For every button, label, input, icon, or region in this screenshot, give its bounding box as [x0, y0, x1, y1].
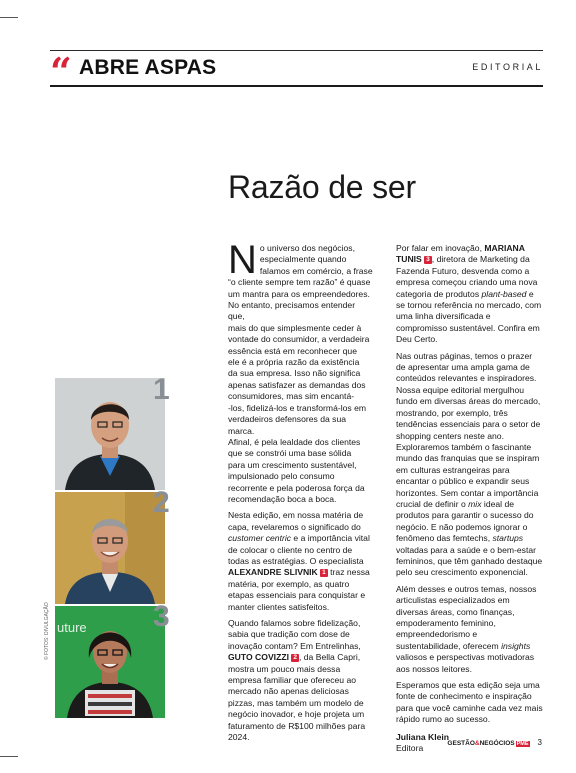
- text: Por falar em inovação,: [396, 243, 485, 253]
- italic-term: customer centric: [228, 533, 292, 544]
- text-line: Afinal, é pela lealdade dos clientes: [228, 436, 361, 447]
- page-footer: [447, 738, 542, 747]
- person-name: ALEXANDRE SLIVNIK: [228, 567, 318, 578]
- text: e a importância vital de colocar o cliente no centro de todas as estratégias. O especialista: [228, 533, 370, 566]
- text-line: falamos em comércio, a frase: [259, 265, 373, 276]
- crop-mark: [0, 17, 18, 18]
- person-name: MARIANA TUNIS: [396, 243, 525, 265]
- italic-term: mix: [468, 498, 482, 509]
- photo-number-2: 2: [153, 486, 170, 519]
- article-column-1: [228, 238, 374, 748]
- text-line: mais do que simplesmente ceder à: [228, 322, 362, 333]
- photo-ref-badge: 1: [322, 569, 326, 577]
- brand-logo-amp: &: [474, 740, 480, 747]
- photo-mariana-tunis: [55, 606, 165, 718]
- photo-ref-badge: 3: [426, 256, 430, 264]
- signature-name: Juliana Klein: [396, 731, 450, 742]
- drop-cap: N: [228, 238, 257, 282]
- italic-term: startups: [492, 533, 524, 544]
- paragraph: [228, 618, 374, 743]
- text-line: verdadeiros defensores da sua marca.: [228, 414, 347, 436]
- text-line: consumidores, mas sim encantá-: [228, 391, 355, 402]
- text: voltadas para a saúde e o bem-estar femininos, que têm ganhado destaque pelo seu crescimento exponencial.: [396, 544, 543, 578]
- text-line: um mantra para os empreendedores.: [228, 288, 370, 299]
- article-column-2: [396, 243, 544, 759]
- text-line: que se constrói uma base sólida: [228, 448, 352, 459]
- photo-alexandre-slivnik: [55, 378, 165, 490]
- photo-number-1: 1: [153, 373, 170, 406]
- text-line: apenas satisfazer as demandas dos: [228, 379, 366, 390]
- text: , da Bella Capri, mostra um pouco mais dessa empresa familiar que ofereceu ao mercado não apenas deliciosas pizzas, mas também um modelo de negócio inovador, e hoje projeta um faturamento de R$100 milhões para 2024.: [228, 652, 366, 743]
- text: Nesta edição, em nossa matéria de capa, revelaremos o significado do: [228, 510, 364, 532]
- text-line: especialmente quando: [259, 254, 347, 265]
- text-line: da sua empresa. Isso não significa: [228, 368, 361, 379]
- text-line: No entanto, precisamos entender que,: [228, 300, 356, 322]
- text-line: para um crescimento sustentável,: [228, 459, 357, 470]
- text-line: ele é a própria razão da existência: [228, 357, 360, 368]
- text: Além desses e outros temas, nossos articulistas especializados em diversas áreas, como finanças, empoderamento feminino, empreendedorismo e sustentabilidade, oferecem: [396, 583, 537, 651]
- paragraph: [396, 584, 544, 675]
- text-line: o universo dos negócios,: [259, 243, 355, 253]
- text-line: essência está em reconhecer que: [228, 345, 357, 356]
- text-line: vontade do consumidor, a verdadeira: [228, 334, 370, 345]
- person-name: GUTO COVIZZI: [228, 652, 289, 663]
- text: ideal de produtos para garantir o sucesso do negócio. E não podemos ignorar o fenômeno das femtechs,: [396, 498, 534, 544]
- text: traz nessa matéria, por exemplo, as quatro etapas essenciais para conquistar e manter clientes satisfeitos.: [228, 567, 370, 612]
- text: Quando falamos sobre fidelização, sabia que tradição com dose de inovação contam? Em Entrelinhas,: [228, 618, 361, 651]
- photo-credit: © FOTOS: DIVULGAÇÃO: [44, 602, 50, 660]
- text-line: recorrente e pela poderosa força da: [228, 482, 365, 493]
- text: Nas outras páginas, temos o prazer de apresentar uma ampla gama de conteúdos relevantes e inspiradores. Nossa equipe editorial mergulhou fundo em diversas áreas do mercado, mostrando, por exemplo, três tendências essenciais para o setor de shopping centers neste ano. Exploraremos também o fascinante mundo das franquias que se inspiram em culturas estrangeiras para encantar o público e expandir seus horizontes. Sem contar a importância crucial de definir o: [396, 350, 541, 509]
- page-title: Razão de ser: [228, 169, 416, 205]
- brand-logo-a: GESTÃO: [447, 740, 475, 747]
- photo-ref-badge: 2: [293, 654, 297, 662]
- italic-term: plant-based: [481, 288, 527, 299]
- text-line: impulsionado pelo consumo: [228, 471, 335, 482]
- brand-logo-b: NEGÓCIOS: [479, 740, 515, 747]
- paragraph: [396, 243, 544, 346]
- section-title: ABRE ASPAS: [79, 56, 217, 79]
- photo-number-3: 3: [153, 600, 170, 633]
- text-line: -los, fidelizá-los e transformá-los em: [228, 402, 367, 413]
- shirt-text: uture: [57, 620, 87, 635]
- text: , diretora de Marketing da Fazenda Futuro, desvenda como a empresa começou criando uma nova categoria de produtos: [396, 254, 538, 299]
- quote-mark-icon: “: [50, 49, 69, 94]
- brand-logo-tag: PME: [516, 741, 529, 747]
- page-number: 3: [537, 738, 542, 747]
- paragraph: [396, 351, 544, 579]
- section-header: [50, 49, 543, 94]
- photo-guto-covizzi: [55, 492, 165, 604]
- text-line: “o cliente sempre tem razão” é quase: [228, 277, 371, 288]
- italic-term: insights: [501, 640, 531, 651]
- paragraph: [228, 238, 374, 505]
- text: e se tornou referência no mercado, com uma linha diversificada e compromisso sustentável. Confira em Deu Certo.: [396, 288, 542, 345]
- crop-mark: [0, 756, 18, 757]
- section-label: EDITORIAL: [472, 62, 543, 72]
- signature-role: Editora: [396, 743, 424, 754]
- paragraph: Esperamos que esta edição seja uma fonte de conhecimento e inspiração para que você caminhe cada vez mais rápido rumo ao sucesso.: [396, 680, 543, 725]
- text: valiosos e perspectivas motivadoras aos nossos leitores.: [396, 652, 535, 674]
- text-line: recomendação boca a boca.: [228, 493, 337, 504]
- paragraph: [228, 510, 374, 613]
